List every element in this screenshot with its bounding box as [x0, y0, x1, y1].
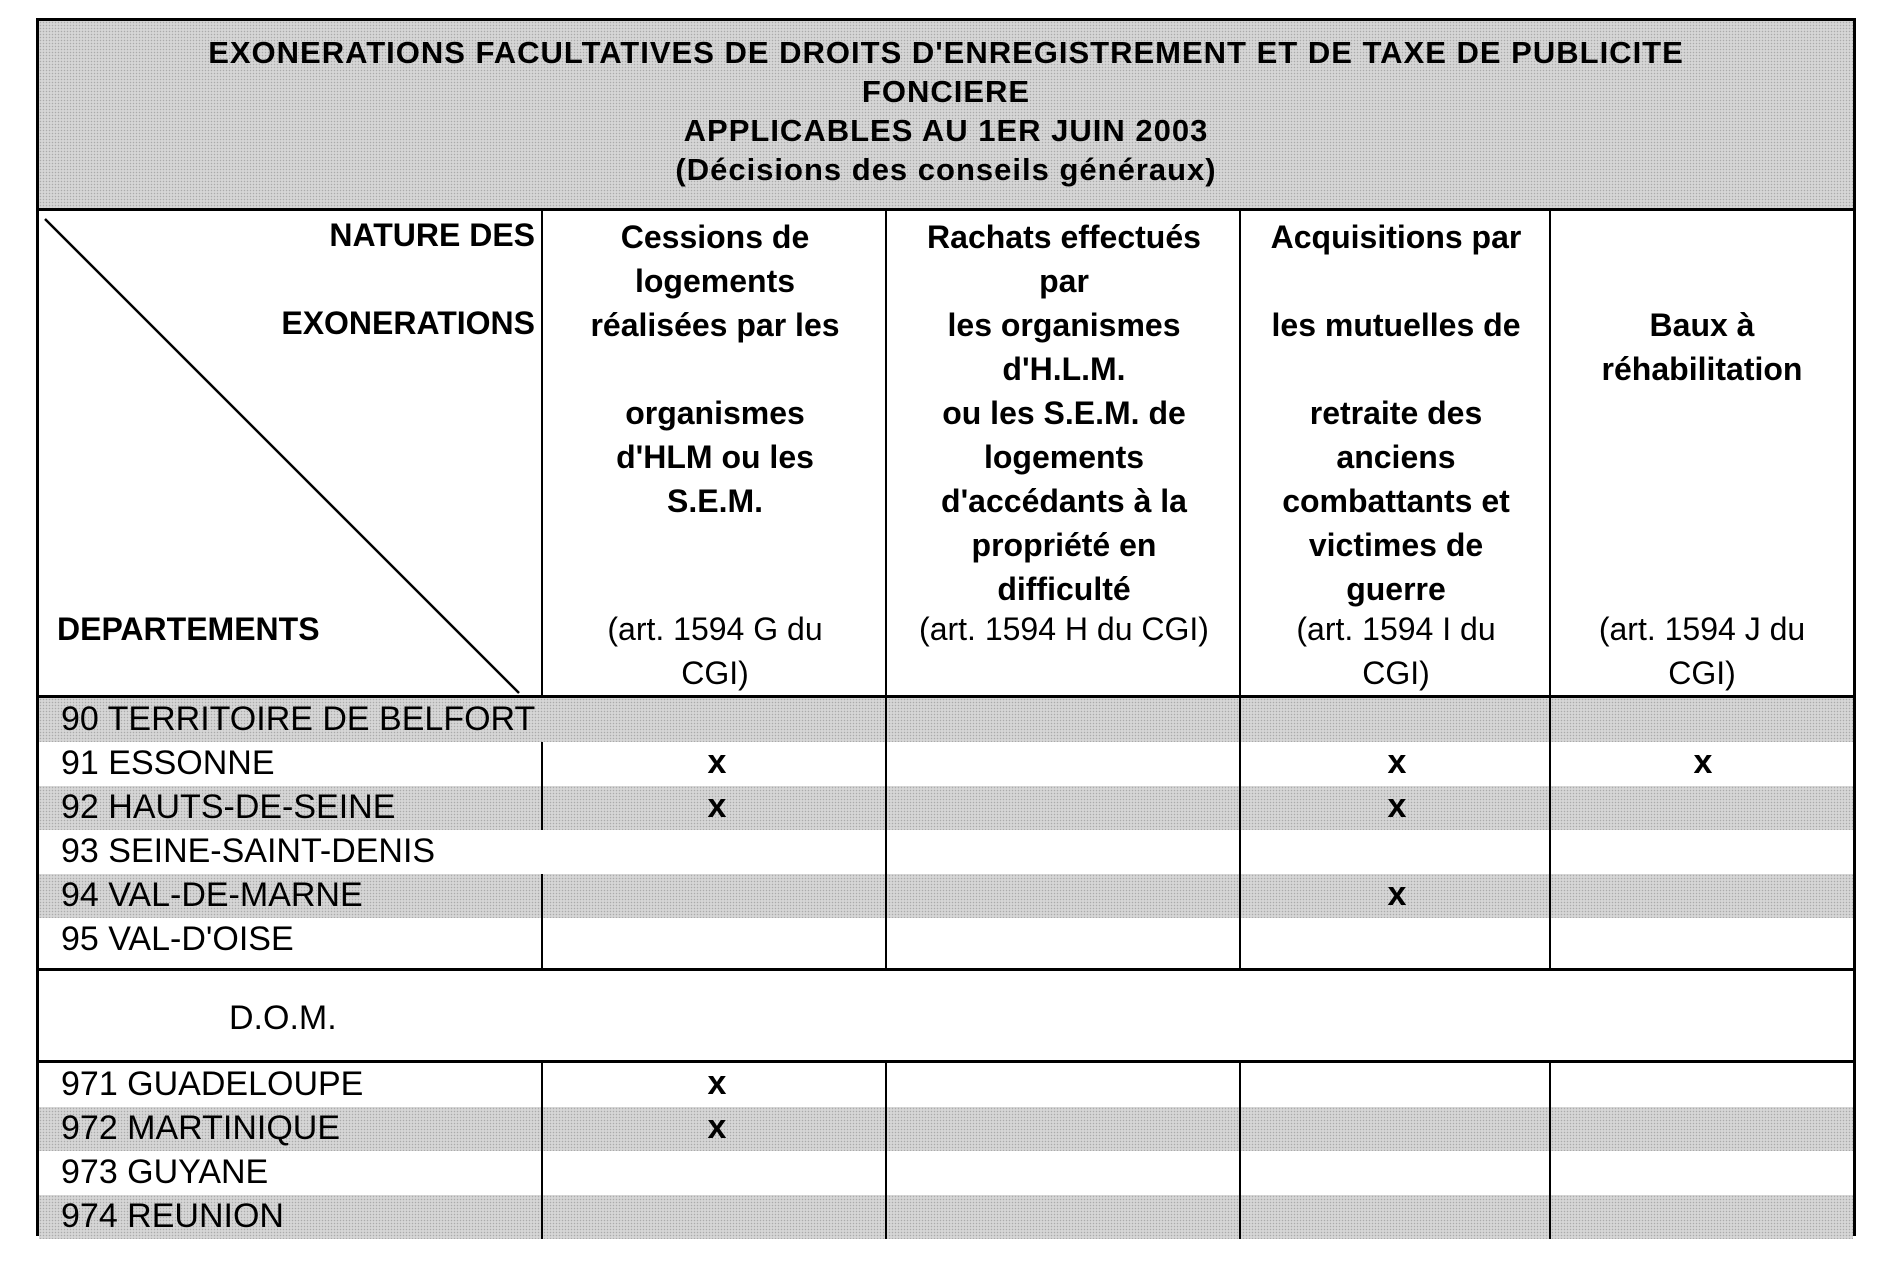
exoneration-mark: x — [707, 787, 727, 825]
column-divider — [541, 1063, 543, 1239]
column-header-1594g — [543, 211, 887, 695]
column-header-1594i — [1241, 211, 1551, 695]
title-line-2: FONCIERE — [861, 74, 1031, 109]
table-row — [39, 1107, 1853, 1151]
table-row — [39, 830, 1853, 874]
column-header-row — [39, 211, 1853, 698]
column-header-reference: (art. 1594 J du CGI) — [1598, 611, 1806, 691]
table-row — [39, 698, 1853, 742]
row-divider — [39, 968, 1853, 971]
column-divider — [541, 786, 543, 830]
column-header-label: Rachats effectués par les organismes d'H.L.M. ou les S.E.M. de logements d'accédants à la propriété en difficulté — [927, 219, 1201, 607]
exoneration-mark: x — [707, 743, 727, 781]
title-line-1: EXONERATIONS FACULTATIVES DE DROITS D'ENREGISTREMENT ET DE TAXE DE PUBLICITE — [208, 35, 1684, 70]
department-label: 93 SEINE-SAINT-DENIS — [61, 832, 436, 870]
department-label: 92 HAUTS-DE-SEINE — [61, 788, 396, 826]
column-divider — [885, 1063, 887, 1239]
column-divider — [1549, 211, 1551, 968]
department-label: 95 VAL-D'OISE — [61, 920, 294, 958]
column-divider — [1239, 1063, 1241, 1239]
department-label: 972 MARTINIQUE — [61, 1109, 341, 1147]
department-label: 91 ESSONNE — [61, 744, 275, 782]
column-header-label: Acquisitions par les mutuelles de retraite des anciens combattants et victimes de guerre — [1270, 219, 1522, 607]
table-row — [39, 1195, 1853, 1239]
dom-section-header — [39, 973, 1853, 1063]
corner-label-nature: NATURE DES — [329, 217, 535, 253]
table-row — [39, 1151, 1853, 1195]
column-divider — [541, 874, 543, 968]
table-title-banner — [39, 21, 1853, 211]
exoneration-table — [36, 18, 1856, 1236]
column-divider — [1239, 211, 1241, 968]
exoneration-mark: x — [1387, 875, 1407, 913]
department-label: 973 GUYANE — [61, 1153, 269, 1191]
column-divider — [885, 211, 887, 968]
column-header-1594j — [1551, 211, 1853, 695]
department-label: 971 GUADELOUPE — [61, 1065, 364, 1103]
exoneration-mark: x — [1387, 743, 1407, 781]
exoneration-mark: x — [707, 1108, 727, 1146]
table-row — [39, 742, 1853, 786]
corner-label-departements: DEPARTEMENTS — [57, 611, 320, 647]
exoneration-mark: x — [1387, 787, 1407, 825]
table-row — [39, 786, 1853, 830]
column-header-reference: (art. 1594 G du CGI) — [607, 611, 823, 691]
column-header-reference: (art. 1594 I du CGI) — [1296, 611, 1496, 691]
column-divider — [541, 211, 543, 695]
department-label: 90 TERRITOIRE DE BELFORT — [61, 700, 536, 738]
department-label: 94 VAL-DE-MARNE — [61, 876, 363, 914]
column-divider — [541, 742, 543, 786]
title-line-4: (Décisions des conseils généraux) — [675, 152, 1217, 187]
column-header-label: Cessions de logements réalisées par les organismes d'HLM ou les S.E.M. — [590, 219, 840, 519]
table-row — [39, 1063, 1853, 1107]
column-divider — [1549, 1063, 1551, 1239]
table-row — [39, 918, 1853, 962]
column-header-label: Baux à réhabilitation — [1601, 307, 1803, 387]
corner-header-cell — [39, 211, 543, 695]
exoneration-mark: x — [1693, 743, 1713, 781]
table-row — [39, 874, 1853, 918]
corner-label-exonerations: EXONERATIONS — [281, 305, 535, 341]
title-line-3: APPLICABLES AU 1ER JUIN 2003 — [683, 113, 1209, 148]
dom-label: D.O.M. — [229, 999, 337, 1037]
column-header-reference: (art. 1594 H du CGI) — [919, 611, 1209, 647]
department-label: 974 REUNION — [61, 1197, 284, 1235]
column-header-1594h — [887, 211, 1241, 695]
exoneration-mark: x — [707, 1064, 727, 1102]
